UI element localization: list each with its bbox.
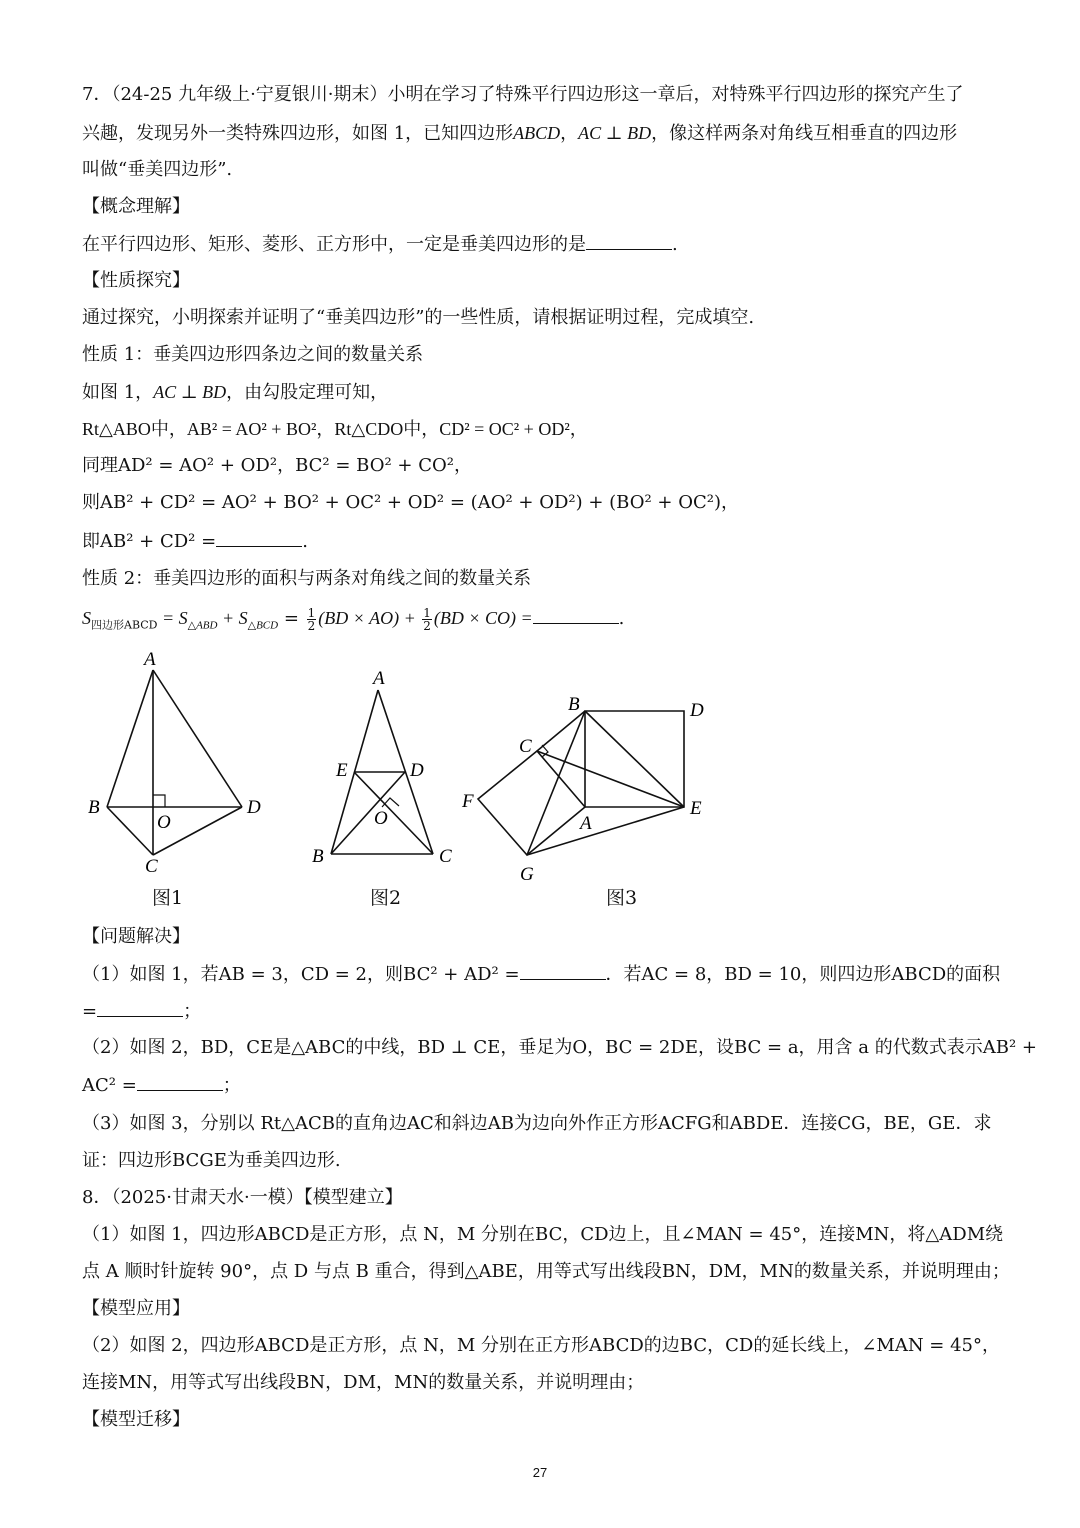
q7-intro-line1: 7．（24-25 九年级上·宁夏银川·期末）小明在学习了特殊平行四边形这一章后，对特殊平行四边形的探究产生了 (82, 84, 964, 105)
text: ； (183, 1001, 202, 1022)
figures-svg (82, 645, 742, 920)
fig3-label-a: A (580, 813, 592, 834)
text: ； (222, 1075, 241, 1096)
fig3-square-acfg (478, 751, 585, 855)
text: ， (560, 123, 579, 144)
fig2-right-angle (382, 798, 399, 807)
q8-line1: 8．（2025·甘肃天水·一模）【模型建立】 (82, 1187, 403, 1208)
fig2-label-c: C (439, 846, 452, 867)
fig3-label-g: G (520, 864, 534, 885)
s: S (82, 608, 91, 628)
text: （1）如图 1，若AB = 3，CD = 2，则BC² + AD² = (82, 964, 520, 985)
text: ，像这样两条对角线互相垂直的四边形 (651, 123, 958, 144)
sub3-line2: 证：四边形BCGE为垂美四边形. (82, 1150, 341, 1171)
fig1-ad (153, 670, 242, 807)
page-number: 27 (532, 1465, 548, 1480)
problem-heading: 【问题解决】 (82, 926, 190, 947)
fig3-be (585, 711, 684, 807)
fig1-label-a: A (144, 649, 156, 670)
den: 2 (423, 618, 431, 633)
s: + S (217, 608, 248, 628)
q8-line4: （2）如图 2，四边形ABCD是正方形，点 N，M 分别在正方形ABCD的边BC，CD的延长线上，∠MAN = 45°， (82, 1335, 1001, 1356)
num: 1 (423, 605, 431, 620)
p1-line4: 则AB² + CD² = AO² + BO² + OC² + OD² = (AO² + OD²) + (BO² + OC²)， (82, 492, 739, 513)
fig3-ge (527, 807, 684, 855)
sub1-line2 (82, 998, 201, 1025)
text: 兴趣，发现另外一类特殊四边形，如图 1，已知四边形 (82, 123, 514, 144)
fig2-label-b: B (312, 846, 324, 867)
expr: (BD × AO) + (318, 608, 421, 628)
p1-line1 (82, 379, 388, 406)
fig1-label-b: B (88, 797, 100, 818)
sub2-line1: （2）如图 2，BD，CE是△ABC的中线，BD ⊥ CE，垂足为O，BC = 2DE，设BC = a，用含 a 的代数式表示AB² + (82, 1037, 1037, 1058)
fig3-ce (537, 751, 684, 807)
p1-line5: 即AB² + CD² = . (82, 528, 308, 555)
text: 即AB² + CD² = (82, 531, 217, 552)
fraction-half (307, 607, 317, 632)
concept-heading: 【概念理解】 (82, 196, 190, 217)
expr: (BD × CO) = (433, 608, 533, 628)
fig3-label-f: F (462, 791, 474, 812)
q8-line2: （1）如图 1，四边形ABCD是正方形，点 N，M 分别在BC，CD边上，且∠MAN = 45°，连接MN，将△ADM绕 (82, 1224, 1004, 1245)
answer-blank[interactable] (533, 605, 619, 624)
q8-line5: 连接MN，用等式写出线段BN，DM，MN的数量关系，并说明理由； (82, 1372, 645, 1393)
fig1-label-d: D (247, 797, 261, 818)
math: AC ⊥ BD (153, 382, 227, 402)
p2-formula: $S_{四边形ABCD} = S_{\triangle ABD} + S_{\triangle BCD}$ = $\frac{1}{2}$ (BD × AO) + $\frac{1}{2}$ (BD × CO) = . (82, 605, 625, 633)
fig1-caption: 图1 (152, 887, 184, 909)
fig3-bg (527, 711, 585, 855)
eq: = (278, 608, 305, 629)
fig1-label-o: O (157, 812, 171, 833)
fig1-bc (107, 807, 153, 855)
q7-intro-line2 (82, 120, 957, 147)
property1-title: 性质 1：垂美四边形四条边之间的数量关系 (82, 344, 424, 365)
fig2-label-o: O (374, 808, 388, 829)
s: = S (157, 608, 188, 628)
fig1-ab (107, 670, 153, 807)
fraction-half (422, 607, 432, 632)
answer-blank[interactable] (586, 231, 672, 250)
q8-transfer-heading: 【模型迁移】 (82, 1409, 190, 1430)
answer-blank[interactable] (216, 528, 302, 547)
property-intro: 通过探究，小明探索并证明了“垂美四边形”的一些性质，请根据证明过程，完成填空. (82, 307, 755, 328)
answer-blank[interactable] (137, 1072, 223, 1091)
text: ，由勾股定理可知， (226, 382, 389, 403)
property2-title: 性质 2：垂美四边形的面积与两条对角线之间的数量关系 (82, 568, 532, 589)
text: = (82, 1001, 98, 1022)
p1-line2: Rt△ABO中，AB² = AO² + BO²，Rt△CDO中，CD² = OC² + OD²， (82, 419, 588, 439)
fig3-caption: 图3 (606, 887, 638, 909)
q8-apply-heading: 【模型应用】 (82, 1298, 190, 1319)
q8-line3: 点 A 顺时针旋转 90°，点 D 与点 B 重合，得到△ABE，用等式写出线段BN，DM，MN的数量关系，并说明理由； (82, 1261, 1010, 1282)
fig1-label-c: C (145, 856, 158, 877)
fig2-label-a: A (373, 668, 385, 689)
property-heading: 【性质探究】 (82, 270, 190, 291)
fig2-caption: 图2 (370, 887, 402, 909)
concept-text: 在平行四边形、矩形、菱形、正方形中，一定是垂美四边形的是 . (82, 231, 678, 258)
fig3-label-e: E (690, 798, 702, 819)
fig1-right-angle (153, 795, 165, 807)
sub1-line1 (82, 961, 1000, 988)
q7-intro-line3: 叫做“垂美四边形”. (82, 159, 233, 180)
sub: 四边形ABCD (91, 618, 158, 632)
p1-line3: 同理AD² = AO² + OD²，BC² = BO² + CO²， (82, 455, 472, 476)
fig2-label-d: D (410, 760, 424, 781)
answer-blank[interactable] (520, 961, 606, 980)
text: 在平行四边形、矩形、菱形、正方形中，一定是垂美四边形的是 (82, 234, 586, 255)
num: 1 (307, 605, 316, 620)
sub3-line1: （3）如图 3，分别以 Rt△ACB的直角边AC和斜边AB为边向外作正方形ACFG和ABDE．连接CG，BE，GE．求 (82, 1113, 992, 1134)
sub: △BCD (247, 619, 279, 632)
answer-blank[interactable] (97, 998, 183, 1017)
den: 2 (307, 618, 316, 633)
fig3-label-c: C (519, 736, 532, 757)
math-abcd: ABCD (513, 123, 561, 143)
figures (82, 645, 742, 920)
sub: △ABD (187, 619, 218, 632)
fig3-label-d: D (690, 700, 704, 721)
text: AC² = (82, 1075, 137, 1096)
fig2-label-e: E (336, 760, 348, 781)
text: ．若AC = 8，BD = 10，则四边形ABCD的面积 (605, 964, 1001, 985)
text: 如图 1， (82, 382, 154, 403)
math-ac-perp-bd: AC ⊥ BD (578, 123, 652, 143)
sub2-line2 (82, 1072, 241, 1099)
fig3-label-b: B (568, 694, 580, 715)
